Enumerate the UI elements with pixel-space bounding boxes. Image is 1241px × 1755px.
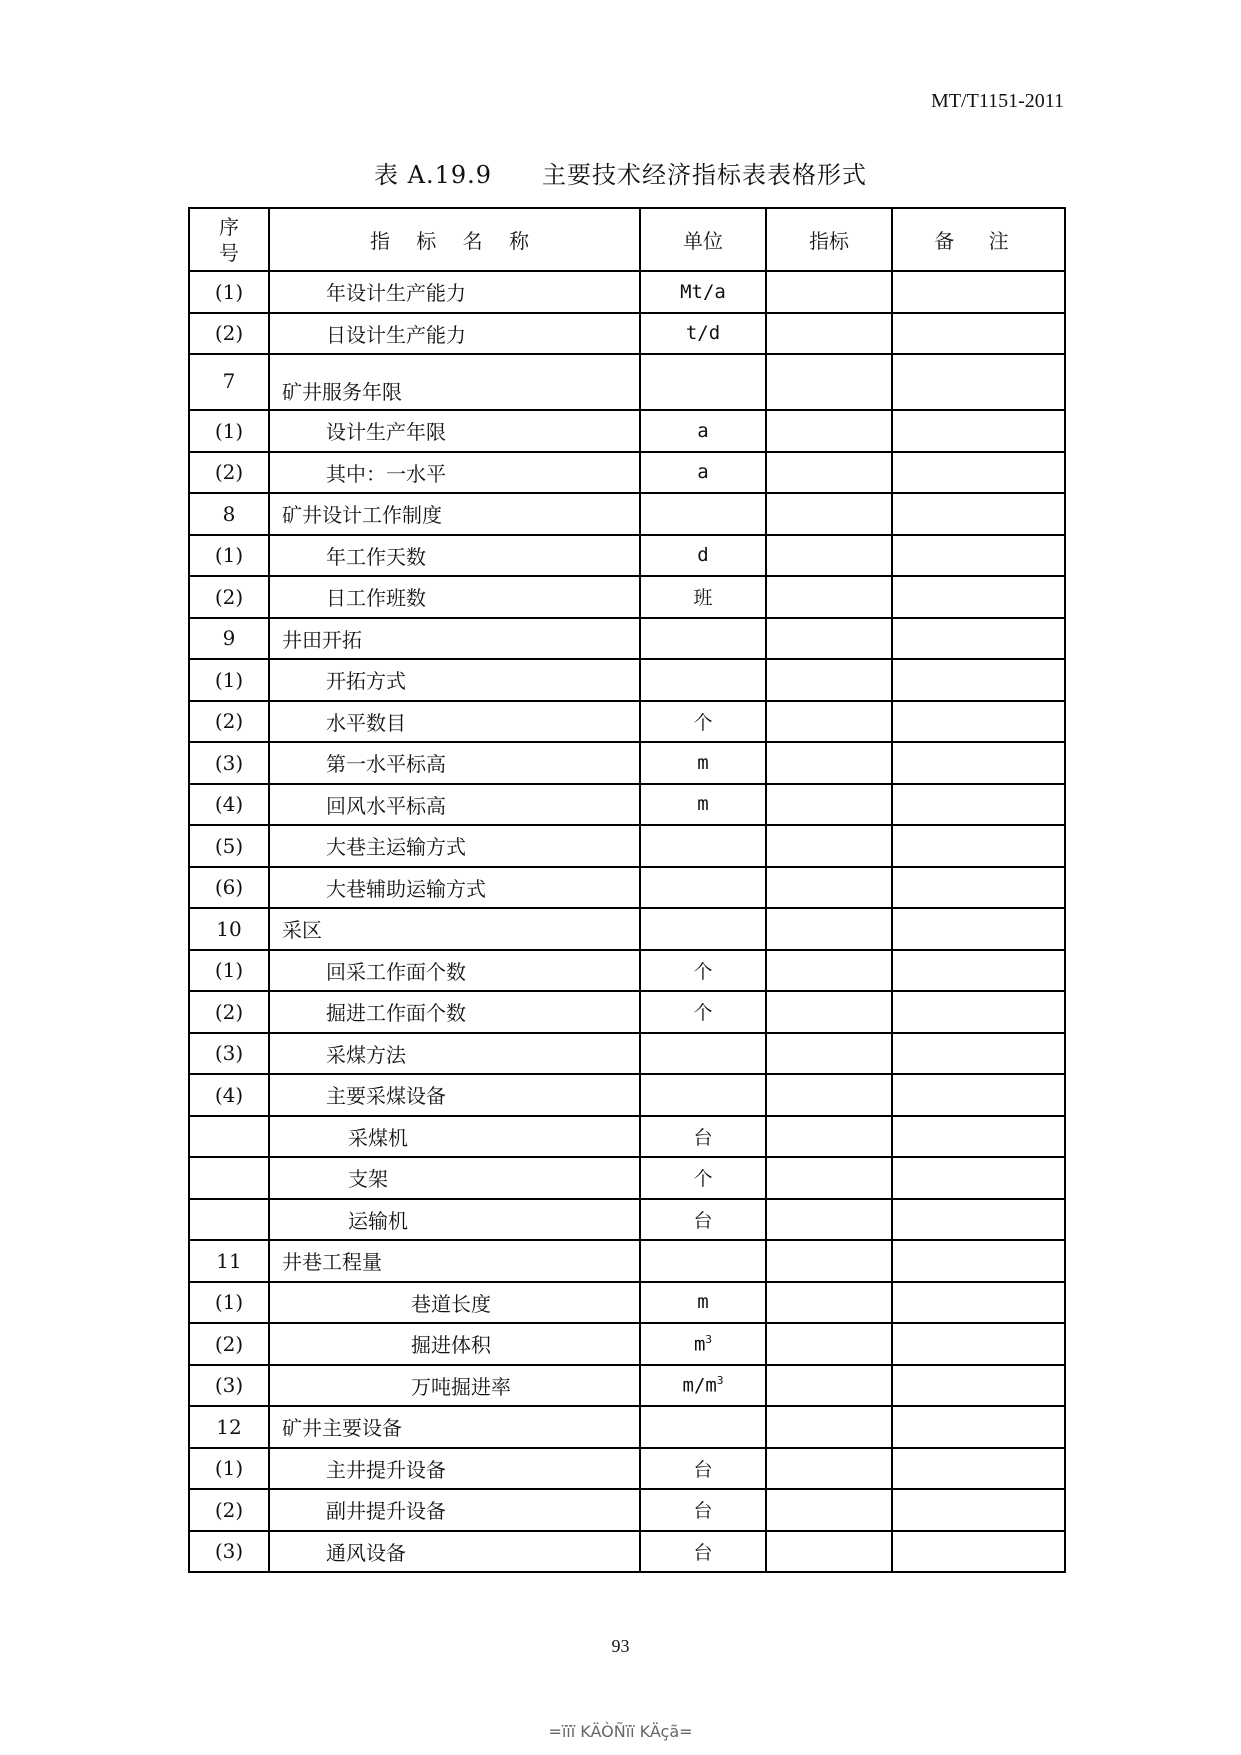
table-row <box>189 410 1065 452</box>
row-note-cell <box>892 354 1065 410</box>
table-row <box>189 867 1065 909</box>
row-unit-text: d <box>697 544 709 567</box>
row-name: 通风设备 <box>269 1531 640 1573</box>
row-unit <box>640 701 766 743</box>
row-unit <box>640 784 766 826</box>
row-index-cell <box>766 1074 892 1116</box>
row-note-cell <box>892 1240 1065 1282</box>
row-unit-text: m/m <box>682 1374 717 1397</box>
row-note-cell <box>892 991 1065 1033</box>
row-seq: (1) <box>189 1282 269 1324</box>
row-index-cell <box>766 410 892 452</box>
row-note-cell <box>892 1489 1065 1531</box>
row-note-cell <box>892 1033 1065 1075</box>
row-note-cell <box>892 867 1065 909</box>
row-seq: (4) <box>189 1074 269 1116</box>
row-seq: (2) <box>189 991 269 1033</box>
row-unit <box>640 1489 766 1531</box>
row-name: 大巷主运输方式 <box>269 825 640 867</box>
row-name: 其中：一水平 <box>269 452 640 494</box>
row-note-cell <box>892 701 1065 743</box>
table-row <box>189 950 1065 992</box>
row-name: 采煤方法 <box>269 1033 640 1075</box>
row-note-cell <box>892 535 1065 577</box>
row-name: 矿井主要设备 <box>269 1406 640 1448</box>
row-note-cell <box>892 1074 1065 1116</box>
row-index-cell <box>766 452 892 494</box>
table-row <box>189 784 1065 826</box>
table-row <box>189 535 1065 577</box>
document-code: MT/T1151-2011 <box>931 90 1064 112</box>
row-unit-text: Mt/a <box>680 280 726 303</box>
row-unit <box>640 618 766 660</box>
row-name: 日工作班数 <box>269 576 640 618</box>
row-unit-text: 个 <box>693 1002 713 1025</box>
row-unit <box>640 354 766 410</box>
table-row <box>189 1406 1065 1448</box>
row-unit <box>640 410 766 452</box>
row-index-cell <box>766 1406 892 1448</box>
row-name: 开拓方式 <box>269 659 640 701</box>
row-note-cell <box>892 493 1065 535</box>
row-name: 采区 <box>269 908 640 950</box>
row-note-cell <box>892 576 1065 618</box>
row-index-cell <box>766 1323 892 1365</box>
table-title: 表 A.19.9 主要技术经济指标表表格形式 <box>373 161 868 189</box>
row-index-cell <box>766 1116 892 1158</box>
row-unit-text: m <box>693 1332 706 1355</box>
row-index-cell <box>766 1199 892 1241</box>
row-name: 年设计生产能力 <box>269 271 640 313</box>
row-unit-text: 个 <box>693 960 713 983</box>
row-unit <box>640 1323 766 1365</box>
row-unit-text: 台 <box>693 1500 713 1523</box>
row-name: 大巷辅助运输方式 <box>269 867 640 909</box>
row-unit <box>640 908 766 950</box>
row-name: 井巷工程量 <box>269 1240 640 1282</box>
table-row <box>189 1531 1065 1573</box>
row-seq: (3) <box>189 1365 269 1407</box>
row-seq: (2) <box>189 1489 269 1531</box>
row-seq: 12 <box>189 1406 269 1448</box>
row-seq: 9 <box>189 618 269 660</box>
table-row <box>189 1489 1065 1531</box>
row-index-cell <box>766 1489 892 1531</box>
table-row <box>189 1365 1065 1407</box>
row-unit <box>640 1199 766 1241</box>
row-index-cell <box>766 618 892 660</box>
row-seq: (1) <box>189 271 269 313</box>
row-name: 回风水平标高 <box>269 784 640 826</box>
header-note: 备 注 <box>892 208 1065 271</box>
row-index-cell <box>766 354 892 410</box>
table-row <box>189 576 1065 618</box>
table-row <box>189 991 1065 1033</box>
row-name: 掘进体积 <box>269 1323 640 1365</box>
row-note-cell <box>892 1365 1065 1407</box>
table-row <box>189 1074 1065 1116</box>
row-name: 日设计生产能力 <box>269 313 640 355</box>
row-note-cell <box>892 825 1065 867</box>
row-seq: (3) <box>189 742 269 784</box>
table-row <box>189 1282 1065 1324</box>
row-unit-text: 台 <box>693 1209 713 1232</box>
table-row <box>189 618 1065 660</box>
row-unit <box>640 1074 766 1116</box>
row-seq: 11 <box>189 1240 269 1282</box>
row-unit-text: t/d <box>685 322 721 345</box>
row-unit-text: 台 <box>693 1126 713 1149</box>
row-seq: (1) <box>189 410 269 452</box>
row-note-cell <box>892 1157 1065 1199</box>
row-name: 主要采煤设备 <box>269 1074 640 1116</box>
header-name: 指 标 名 称 <box>269 208 640 271</box>
row-note-cell <box>892 313 1065 355</box>
row-name: 巷道长度 <box>269 1282 640 1324</box>
row-unit <box>640 1282 766 1324</box>
row-seq: (4) <box>189 784 269 826</box>
row-unit <box>640 1448 766 1490</box>
row-seq: 10 <box>189 908 269 950</box>
table-row <box>189 742 1065 784</box>
row-unit-text: m <box>697 1291 709 1314</box>
row-unit <box>640 825 766 867</box>
row-index-cell <box>766 271 892 313</box>
row-index-cell <box>766 493 892 535</box>
row-note-cell <box>892 1323 1065 1365</box>
row-unit <box>640 535 766 577</box>
row-unit <box>640 1033 766 1075</box>
row-index-cell <box>766 1282 892 1324</box>
row-note-cell <box>892 618 1065 660</box>
header-seq: 序 号 <box>189 208 269 271</box>
row-index-cell <box>766 1157 892 1199</box>
table-row <box>189 313 1065 355</box>
row-unit <box>640 493 766 535</box>
row-name: 设计生产年限 <box>269 410 640 452</box>
row-seq: (5) <box>189 825 269 867</box>
row-seq: (2) <box>189 452 269 494</box>
row-note-cell <box>892 271 1065 313</box>
page-number: 93 <box>611 1636 630 1656</box>
row-note-cell <box>892 1448 1065 1490</box>
table-row <box>189 825 1065 867</box>
row-index-cell <box>766 701 892 743</box>
row-unit-text: m <box>697 793 709 816</box>
row-note-cell <box>892 659 1065 701</box>
row-unit <box>640 742 766 784</box>
row-unit-sup: 3 <box>705 1332 713 1346</box>
row-unit <box>640 1531 766 1573</box>
row-unit-text: 个 <box>693 1168 713 1191</box>
row-name: 第一水平标高 <box>269 742 640 784</box>
row-index-cell <box>766 576 892 618</box>
row-unit-text: 个 <box>693 711 713 734</box>
header-unit: 单位 <box>640 208 766 271</box>
row-index-cell <box>766 1448 892 1490</box>
table-row <box>189 1199 1065 1241</box>
row-seq: (2) <box>189 313 269 355</box>
table-row <box>189 701 1065 743</box>
row-note-cell <box>892 452 1065 494</box>
row-note-cell <box>892 410 1065 452</box>
table-row <box>189 354 1065 410</box>
row-name: 年工作天数 <box>269 535 640 577</box>
row-unit <box>640 659 766 701</box>
row-note-cell <box>892 784 1065 826</box>
row-index-cell <box>766 1240 892 1282</box>
row-index-cell <box>766 742 892 784</box>
row-index-cell <box>766 825 892 867</box>
row-name: 万吨掘进率 <box>269 1365 640 1407</box>
row-note-cell <box>892 1282 1065 1324</box>
row-note-cell <box>892 742 1065 784</box>
row-unit <box>640 1116 766 1158</box>
row-seq: (1) <box>189 1448 269 1490</box>
row-index-cell <box>766 784 892 826</box>
row-unit-text: m <box>697 751 709 774</box>
row-seq <box>189 1116 269 1158</box>
row-seq: (3) <box>189 1531 269 1573</box>
table-row <box>189 271 1065 313</box>
row-unit <box>640 313 766 355</box>
row-name: 支架 <box>269 1157 640 1199</box>
row-note-cell <box>892 1199 1065 1241</box>
row-unit-text: 台 <box>693 1458 713 1481</box>
row-unit-text: a <box>697 461 709 484</box>
table-body <box>189 271 1065 1572</box>
table-row <box>189 1033 1065 1075</box>
row-name: 水平数目 <box>269 701 640 743</box>
row-seq: (3) <box>189 1033 269 1075</box>
row-unit <box>640 576 766 618</box>
table-row <box>189 659 1065 701</box>
row-unit <box>640 1240 766 1282</box>
row-name: 采煤机 <box>269 1116 640 1158</box>
table-header-row <box>189 208 1065 271</box>
row-index-cell <box>766 659 892 701</box>
row-seq: (1) <box>189 535 269 577</box>
row-unit <box>640 950 766 992</box>
table-row <box>189 452 1065 494</box>
table-row <box>189 1448 1065 1490</box>
row-unit <box>640 991 766 1033</box>
row-note-cell <box>892 1531 1065 1573</box>
row-unit-text: a <box>697 419 709 442</box>
row-index-cell <box>766 535 892 577</box>
row-index-cell <box>766 1531 892 1573</box>
row-unit <box>640 867 766 909</box>
row-index-cell <box>766 950 892 992</box>
table-row <box>189 1116 1065 1158</box>
row-note-cell <box>892 1406 1065 1448</box>
row-unit <box>640 1406 766 1448</box>
row-index-cell <box>766 908 892 950</box>
row-index-cell <box>766 867 892 909</box>
row-note-cell <box>892 950 1065 992</box>
row-seq: 8 <box>189 493 269 535</box>
row-unit <box>640 271 766 313</box>
row-index-cell <box>766 313 892 355</box>
row-index-cell <box>766 1365 892 1407</box>
row-unit <box>640 1365 766 1407</box>
row-note-cell <box>892 1116 1065 1158</box>
row-index-cell <box>766 1033 892 1075</box>
table-row <box>189 493 1065 535</box>
row-seq: (1) <box>189 659 269 701</box>
row-seq: (6) <box>189 867 269 909</box>
indicator-table <box>188 207 1066 1573</box>
row-name: 副井提升设备 <box>269 1489 640 1531</box>
row-seq <box>189 1199 269 1241</box>
row-index-cell <box>766 991 892 1033</box>
table-row <box>189 1157 1065 1199</box>
table-row <box>189 908 1065 950</box>
row-unit-sup: 3 <box>716 1374 724 1388</box>
row-unit-text: 台 <box>693 1541 713 1564</box>
footer-mark: =ïïï KÄÒÑïï KÄçã= <box>548 1722 693 1741</box>
row-seq: (2) <box>189 701 269 743</box>
row-seq: (2) <box>189 1323 269 1365</box>
row-seq: (1) <box>189 950 269 992</box>
row-seq: 7 <box>189 354 269 410</box>
row-seq <box>189 1157 269 1199</box>
row-name: 运输机 <box>269 1199 640 1241</box>
row-name: 主井提升设备 <box>269 1448 640 1490</box>
header-index: 指标 <box>766 208 892 271</box>
row-name: 矿井服务年限 <box>269 354 640 410</box>
row-unit-text: 班 <box>693 587 713 610</box>
row-name: 矿井设计工作制度 <box>269 493 640 535</box>
row-unit <box>640 1157 766 1199</box>
row-seq: (2) <box>189 576 269 618</box>
table-row <box>189 1240 1065 1282</box>
row-unit <box>640 452 766 494</box>
row-name: 掘进工作面个数 <box>269 991 640 1033</box>
row-note-cell <box>892 908 1065 950</box>
row-name: 回采工作面个数 <box>269 950 640 992</box>
table-row <box>189 1323 1065 1365</box>
row-name: 井田开拓 <box>269 618 640 660</box>
